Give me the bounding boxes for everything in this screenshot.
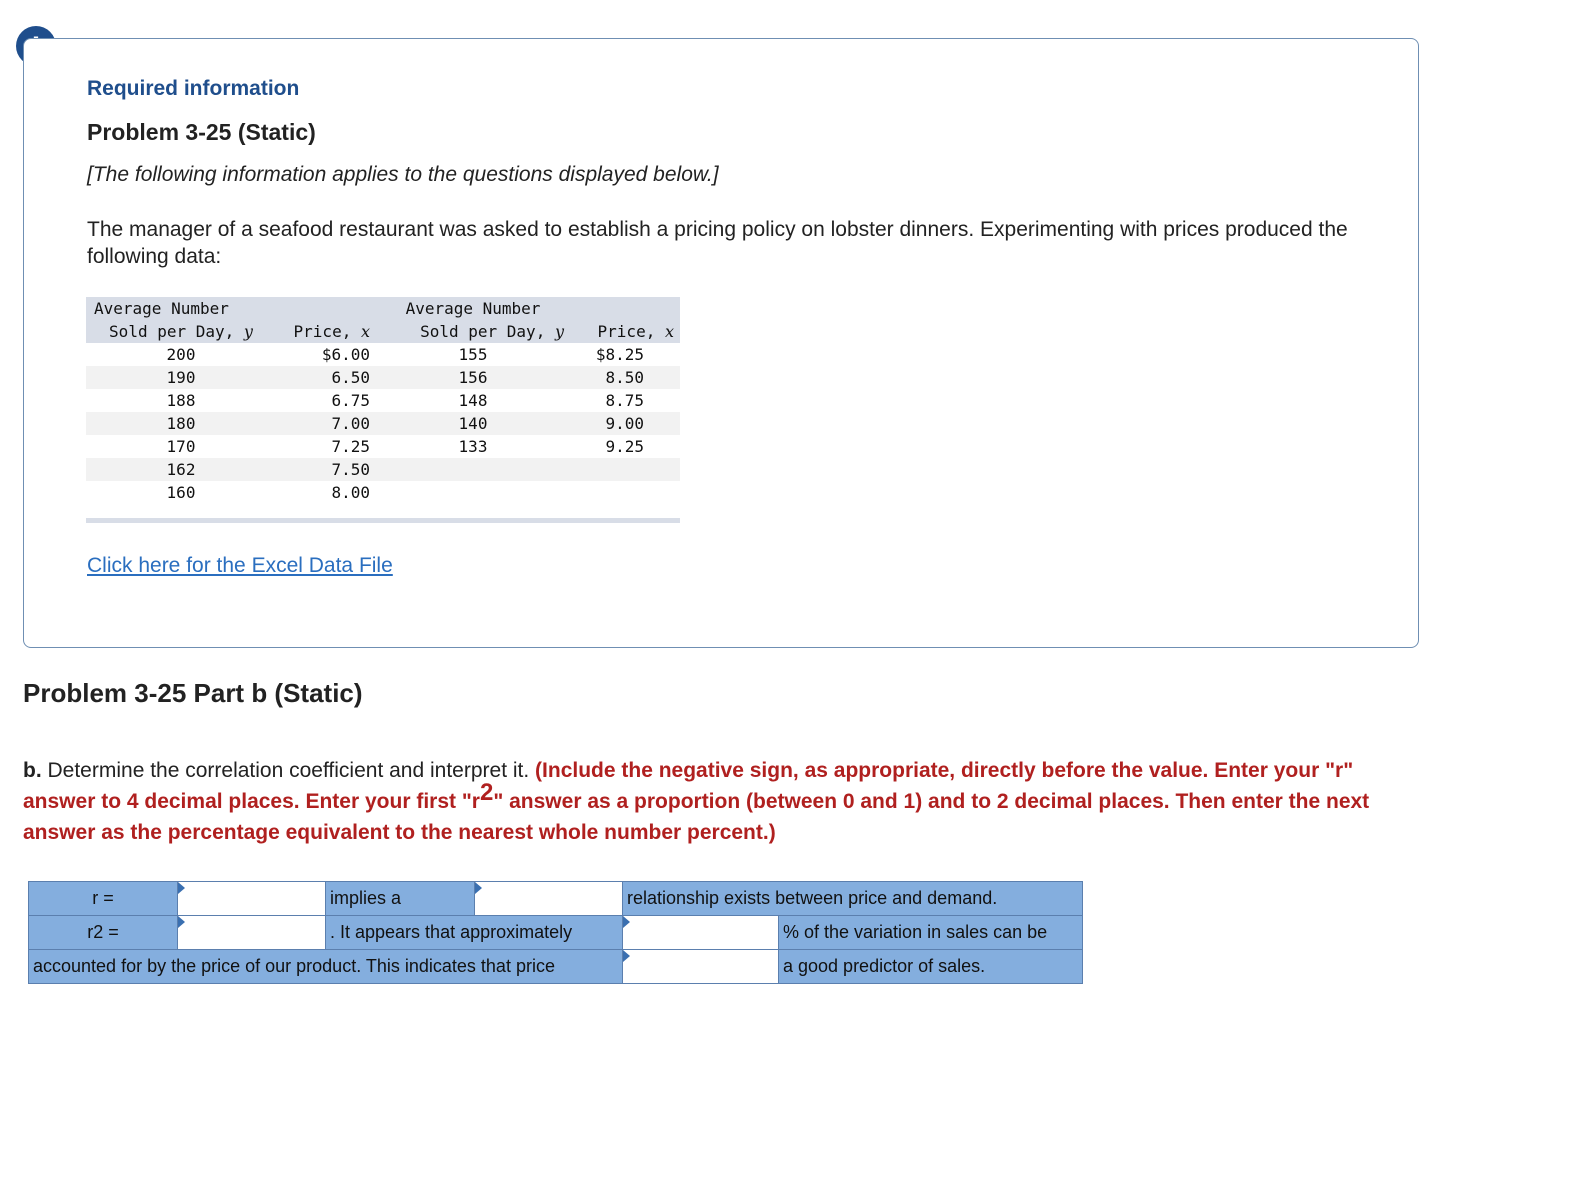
header-text: Price, bbox=[293, 322, 361, 341]
accounted-label: accounted for by the price of our product. This indicates that price bbox=[29, 950, 623, 984]
header-cell bbox=[570, 320, 680, 343]
percent-tail: % of the variation in sales can be bbox=[779, 916, 1083, 950]
table-cell: 180 bbox=[166, 414, 196, 433]
table-cell: 9.00 bbox=[605, 414, 644, 433]
table-cell bbox=[86, 504, 680, 520]
header-text: Sold per Day, bbox=[420, 322, 555, 341]
relationship-dropdown[interactable] bbox=[475, 883, 622, 915]
r2-input[interactable] bbox=[178, 917, 325, 949]
r2-input-cell bbox=[178, 916, 326, 950]
table-row bbox=[86, 343, 680, 366]
relationship-tail: relationship exists between price and demand. bbox=[623, 882, 1083, 916]
predictor-tail: a good predictor of sales. bbox=[779, 950, 1083, 984]
table-cell: 140 bbox=[458, 414, 488, 433]
table-row bbox=[86, 481, 680, 504]
table-cell bbox=[376, 481, 570, 504]
table-header-row bbox=[86, 297, 680, 320]
table-cell: 7.50 bbox=[331, 460, 370, 479]
price-demand-table bbox=[86, 297, 680, 523]
header-cell bbox=[276, 320, 376, 343]
variable-symbol: x bbox=[664, 322, 674, 341]
r-input-cell bbox=[178, 882, 326, 916]
header-cell bbox=[86, 320, 276, 343]
problem-intro: The manager of a seafood restaurant was asked to establish a pricing policy on lobster dinners. Experimenting with prices produced the following data: bbox=[87, 218, 1348, 268]
table-header-row bbox=[86, 320, 680, 343]
percent-input-cell bbox=[623, 916, 779, 950]
implies-label: implies a bbox=[326, 882, 475, 916]
relationship-dropdown-cell bbox=[475, 882, 623, 916]
table-cell: 155 bbox=[458, 345, 488, 364]
table-cell: 133 bbox=[458, 437, 488, 456]
table-cell: 7.00 bbox=[331, 414, 370, 433]
table-cell bbox=[570, 481, 680, 504]
table-cell: 7.25 bbox=[331, 437, 370, 456]
answer-row-r2 bbox=[29, 916, 1083, 950]
answer-row-r bbox=[29, 882, 1083, 916]
required-info-heading: Required information bbox=[87, 77, 300, 100]
question-text bbox=[23, 755, 1423, 848]
table-cell: 160 bbox=[166, 483, 196, 502]
table-cell: 6.50 bbox=[331, 368, 370, 387]
table-row bbox=[86, 366, 680, 389]
header-text: Sold per Day, bbox=[109, 322, 244, 341]
table-footer-rule bbox=[86, 504, 680, 520]
table-cell: 148 bbox=[458, 391, 488, 410]
table-cell: 6.75 bbox=[331, 391, 370, 410]
variable-symbol: y bbox=[243, 322, 253, 341]
predictor-dropdown-cell bbox=[623, 950, 779, 984]
r-label: r = bbox=[29, 882, 178, 916]
predictor-dropdown[interactable] bbox=[623, 951, 778, 983]
answer-grid bbox=[28, 881, 1083, 984]
header-text: Price, bbox=[597, 322, 665, 341]
header-cell bbox=[276, 297, 376, 320]
superscript: 2 bbox=[479, 779, 494, 806]
table-cell: 170 bbox=[166, 437, 196, 456]
excel-data-file-link[interactable]: Click here for the Excel Data File bbox=[87, 554, 393, 577]
table-cell: 8.00 bbox=[331, 483, 370, 502]
variable-symbol: y bbox=[554, 322, 564, 341]
question-letter: b. bbox=[23, 759, 42, 782]
percent-input[interactable] bbox=[623, 917, 778, 949]
applies-note: [The following information applies to the questions displayed below.] bbox=[87, 163, 719, 186]
table-row bbox=[86, 435, 680, 458]
header-cell: Average Number bbox=[94, 299, 229, 318]
appears-label: . It appears that approximately bbox=[326, 916, 623, 950]
table-cell: 8.75 bbox=[605, 391, 644, 410]
table-cell: 8.50 bbox=[605, 368, 644, 387]
question-body: Determine the correlation coefficient and interpret it. bbox=[41, 759, 536, 782]
instruction-text: " answer as a proportion (between 0 and 1) and to 2 decimal places. Then enter the next answer as the percentage equivalent to the nearest whole number percent.) bbox=[23, 790, 1370, 844]
table-cell: 156 bbox=[458, 368, 488, 387]
r2-label: r2 = bbox=[29, 916, 178, 950]
answer-row-predictor bbox=[29, 950, 1083, 984]
header-cell bbox=[376, 320, 570, 343]
table-cell: 162 bbox=[166, 460, 196, 479]
r-input[interactable] bbox=[178, 883, 325, 915]
table-cell: 200 bbox=[166, 345, 196, 364]
problem-title: Problem 3-25 (Static) bbox=[87, 119, 316, 145]
table-row bbox=[86, 389, 680, 412]
table-cell: 190 bbox=[166, 368, 196, 387]
table-cell: 188 bbox=[166, 391, 196, 410]
table-cell bbox=[570, 458, 680, 481]
table-cell: $6.00 bbox=[321, 345, 370, 364]
header-cell bbox=[570, 297, 680, 320]
table-cell bbox=[376, 458, 570, 481]
header-cell: Average Number bbox=[405, 299, 541, 318]
table-cell: 9.25 bbox=[605, 437, 644, 456]
table-row bbox=[86, 458, 680, 481]
part-title: Problem 3-25 Part b (Static) bbox=[23, 678, 363, 708]
table-cell: $8.25 bbox=[595, 345, 644, 364]
variable-symbol: x bbox=[360, 322, 370, 341]
instruction-text: (Include the negative sign, as appropriate, directly before the value. Enter your "r" answer to 4 decimal places. Enter your first "r bbox=[23, 759, 1354, 813]
table-row bbox=[86, 412, 680, 435]
